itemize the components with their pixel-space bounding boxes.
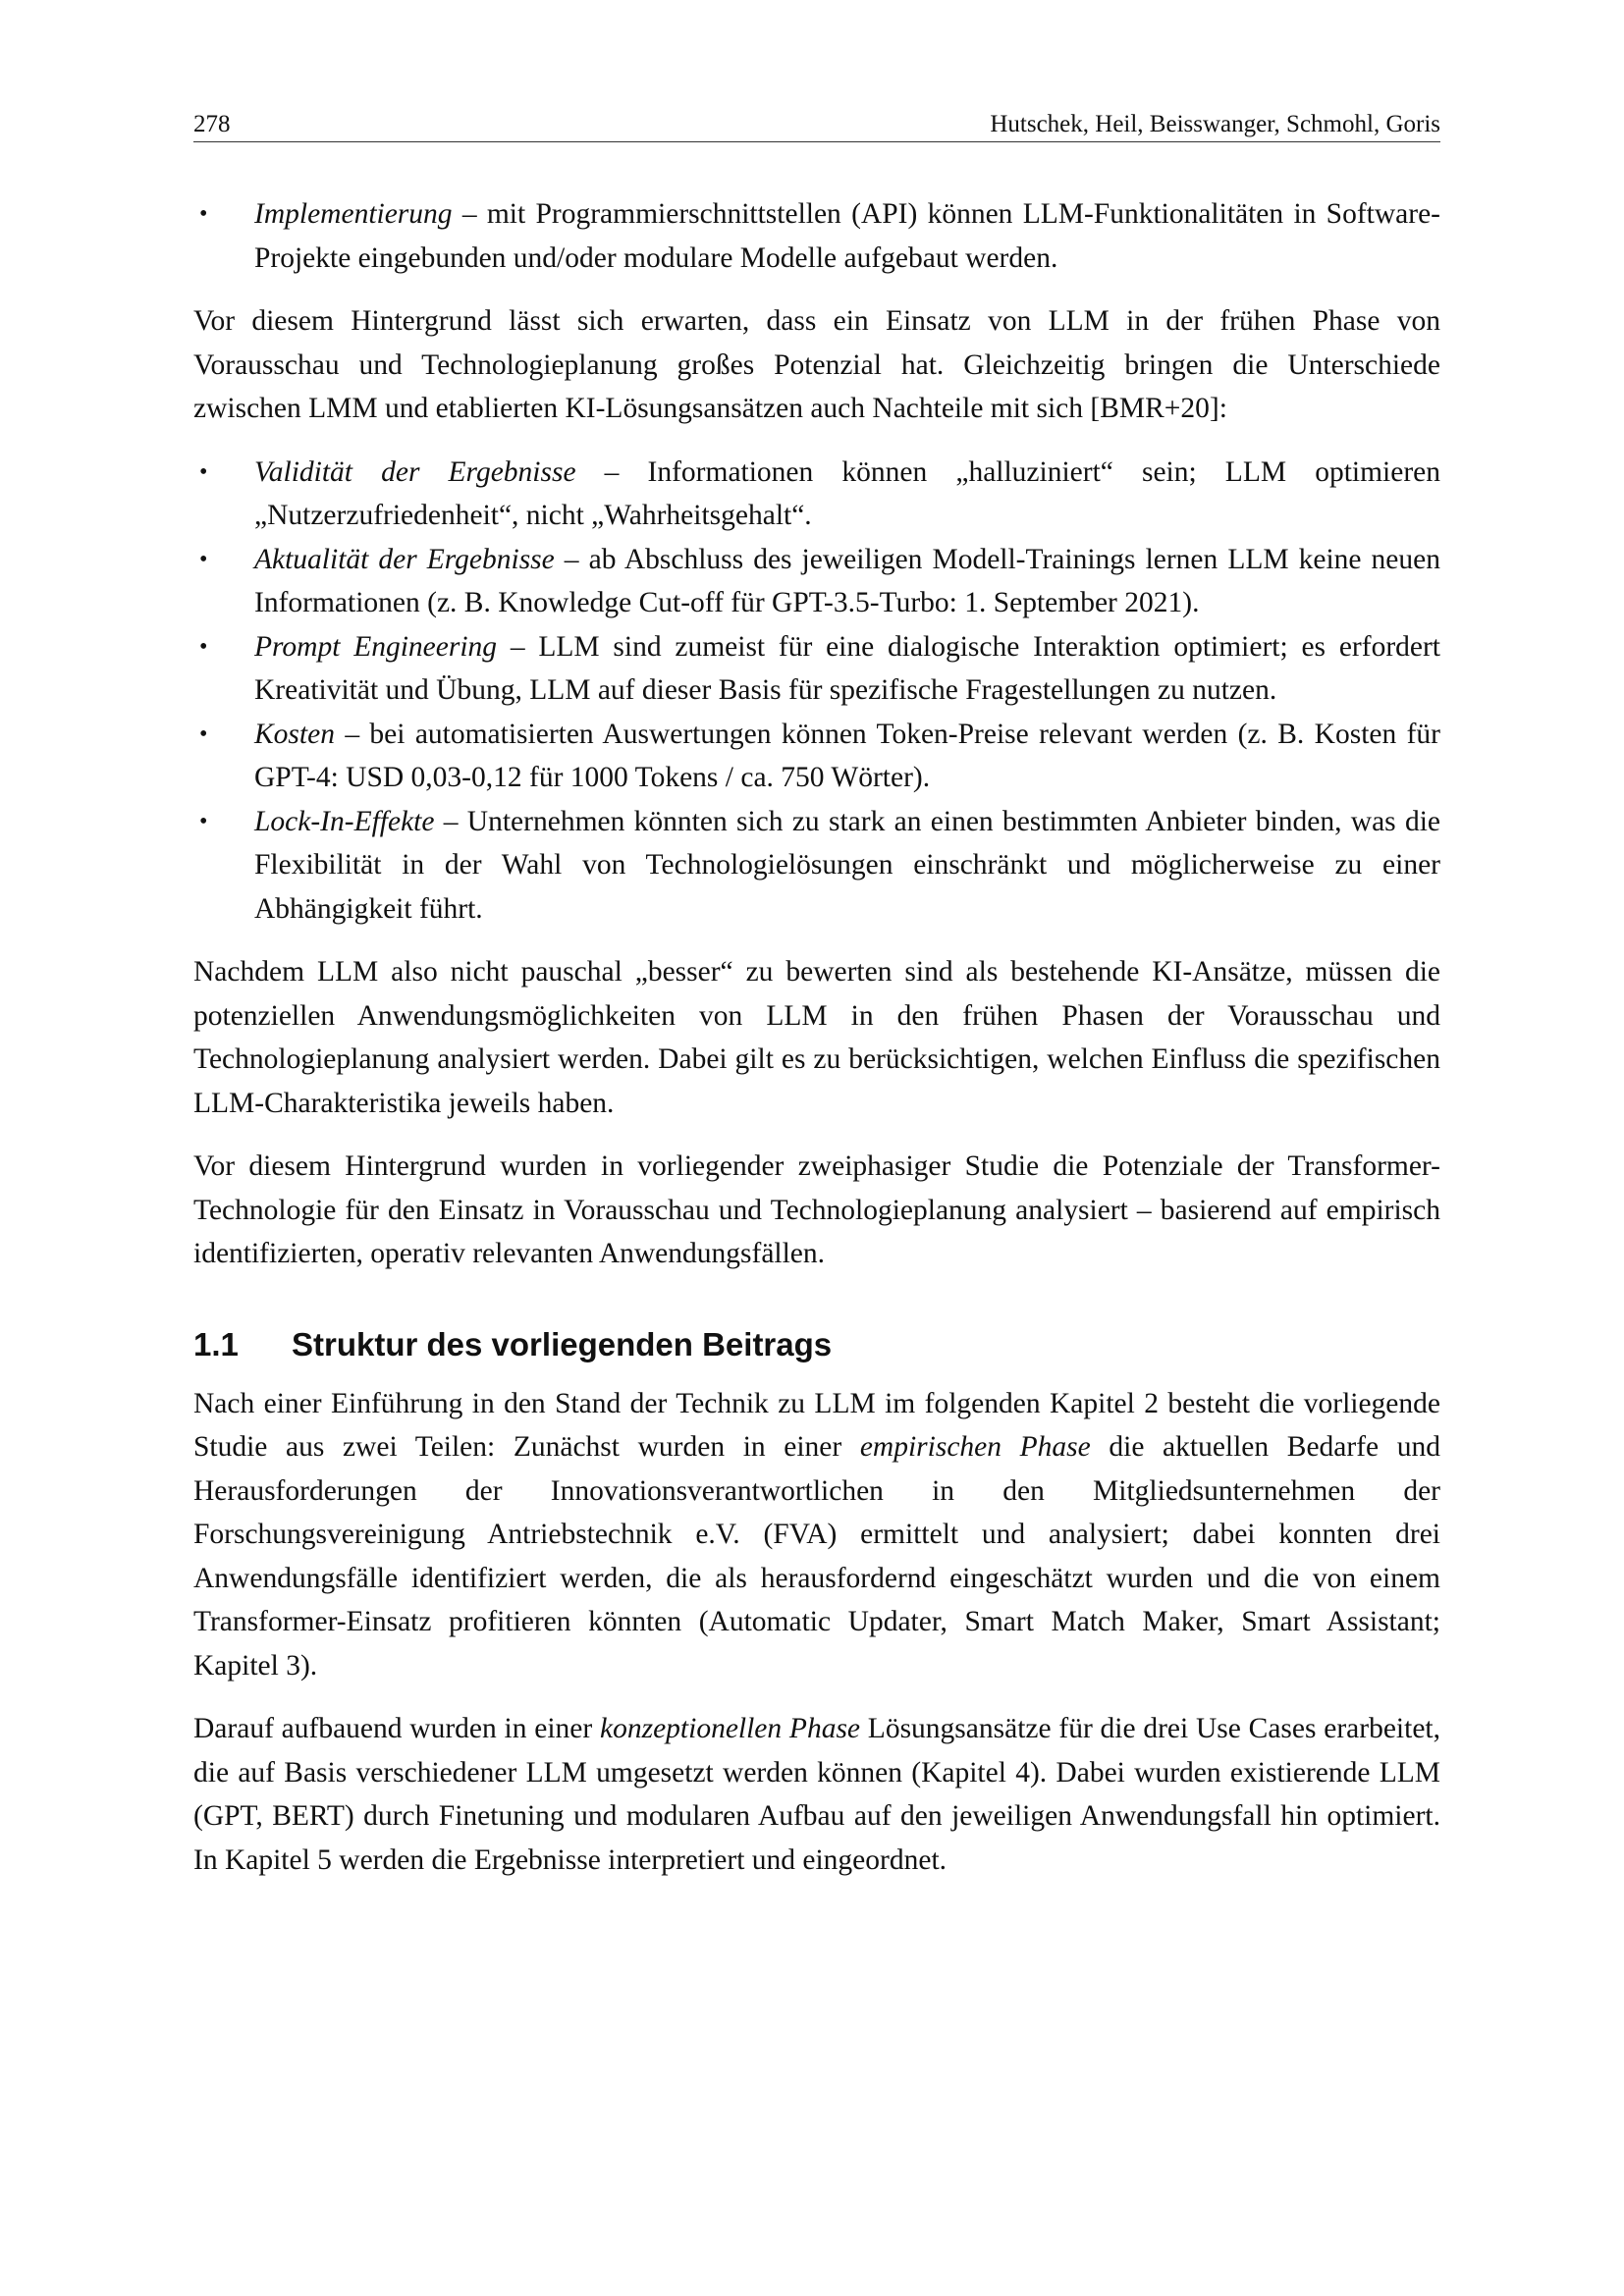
list-item-text: – Informationen können „halluziniert“ sein; LLM optimieren „Nutzerzufriedenheit“, nicht „Wahrheitsgehalt“.: [254, 455, 1440, 531]
paragraph: Vor diesem Hintergrund lässt sich erwarten, dass ein Einsatz von LLM in der frühen Phase von Vorausschau und Technologieplanung großes Potenzial hat. Gleichzeitig bringen die Unterschiede zwischen LMM und etablierten KI-Lösungsansätzen auch Nachteile mit sich [BMR+20]:: [193, 305, 1440, 424]
bullet-icon: •: [199, 721, 208, 747]
bullet-icon: •: [199, 201, 208, 227]
header-authors: Hutschek, Heil, Beisswanger, Schmohl, Goris: [990, 111, 1440, 137]
list-item: [193, 538, 1440, 625]
list-item: [193, 625, 1440, 713]
section-heading: [193, 1323, 1440, 1366]
list-item-text: – ab Abschluss des jeweiligen Modell-Trainings lernen LLM keine neuen Informationen (z. B. Knowledge Cut-off für GPT-3.5-Turbo: 1. September 2021).: [254, 543, 1440, 618]
bullet-icon: •: [199, 633, 208, 660]
body-text: [193, 192, 1440, 1901]
list-item-term: Validität der Ergebnisse: [254, 455, 576, 488]
list-item-text: – Unternehmen könnten sich zu stark an einen bestimmten Anbieter binden, was die Flexibilität in der Wahl von Technologielösungen einschränkt und möglicherweise zu einer Abhängigkeit führt.: [254, 805, 1440, 925]
list-item-text: – bei automatisierten Auswertungen können Token-Preise relevant werden (z. B. Kosten für GPT-4: USD 0,03-0,12 für 1000 Tokens / ca. 750 Wörter).: [254, 718, 1440, 793]
list-item-term: Kosten: [254, 718, 335, 750]
bullet-icon: •: [199, 808, 208, 834]
paragraph-text: Lösungsansätze für die drei Use Cases erarbeitet, die auf Basis verschiedener LLM umgesetzt werden können (Kapitel 4). Dabei wurden existierende LLM (GPT, BERT) durch Finetuning und modularen Aufbau auf den jeweiligen Anwendungsfall hin optimiert. In Kapitel 5 werden die Ergebnisse interpretiert und eingeordnet.: [193, 1713, 1440, 1876]
bullet-icon: •: [199, 458, 208, 485]
list-item-text: – LLM sind zumeist für eine dialogische Interaktion optimiert; es erfordert Kreativität und Übung, LLM auf dieser Basis für spezifische Fragestellungen zu nutzen.: [254, 630, 1441, 706]
drawbacks-list: [193, 451, 1440, 932]
paragraph-text: Nach einer Einführung in den Stand der Technik zu LLM im folgenden Kapitel 2 besteht die vorliegende Studie aus zwei Teilen: Zunächst wurden in einer: [193, 1387, 1440, 1463]
paragraph: Vor diesem Hintergrund wurden in vorliegender zweiphasiger Studie die Potenziale der Transformer-Technologie für den Einsatz in Vorausschau und Technologieplanung analysiert – basierend auf empirisch identifizierten, operativ relevanten Anwendungsfällen.: [193, 1150, 1440, 1269]
paragraph-text: Darauf aufbauend wurden in einer: [193, 1713, 601, 1744]
list-item-term: Prompt Engineering: [254, 630, 498, 663]
list-item: [193, 192, 1440, 280]
feature-list: [193, 192, 1440, 280]
section-title: Struktur des vorliegenden Beitrags: [292, 1325, 833, 1362]
bullet-icon: •: [199, 546, 208, 572]
list-item: [193, 451, 1440, 538]
page-number: 278: [193, 111, 231, 137]
paragraph: [193, 1707, 1440, 1882]
list-item-term: Implementierung: [254, 198, 453, 230]
paragraph-text: die aktuellen Bedarfe und Herausforderungen der Innovationsverantwortlichen in den Mitgliedsunternehmen der Forschungsvereinigung Antriebstechnik e.V. (FVA) ermittelt und analysiert; dabei konnten drei Anwendungsfälle identifiziert werden, die als herausfordernd eingeschätzt wurden und die von einem Transformer-Einsatz profitieren könnten (Automatic Updater, Smart Match Maker, Smart Assistant; Kapitel 3).: [193, 1431, 1440, 1682]
list-item-term: Aktualität der Ergebnisse: [254, 543, 555, 575]
list-item: [193, 800, 1440, 932]
list-item-text: – mit Programmierschnittstellen (API) können LLM-Funktionalitäten in Software-Projekte eingebunden und/oder modulare Modelle aufgebaut werden.: [254, 198, 1440, 274]
running-header: [193, 108, 1440, 142]
paragraph: [193, 1382, 1440, 1688]
list-item: [193, 713, 1440, 800]
paragraph: Nachdem LLM also nicht pauschal „besser“ zu bewerten sind als bestehende KI-Ansätze, müssen die potenziellen Anwendungsmöglichkeiten von LLM in den frühen Phasen der Vorausschau und Technologieplanung analysiert werden. Dabei gilt es zu berücksichtigen, welchen Einfluss die spezifischen LLM-Charakteristika jeweils haben.: [193, 956, 1440, 1119]
list-item-term: Lock-In-Effekte: [254, 805, 435, 837]
section-number: 1.1: [193, 1325, 239, 1362]
emphasis-text: konzeptionellen Phase: [600, 1713, 861, 1744]
emphasis-text: empirischen Phase: [859, 1431, 1091, 1463]
